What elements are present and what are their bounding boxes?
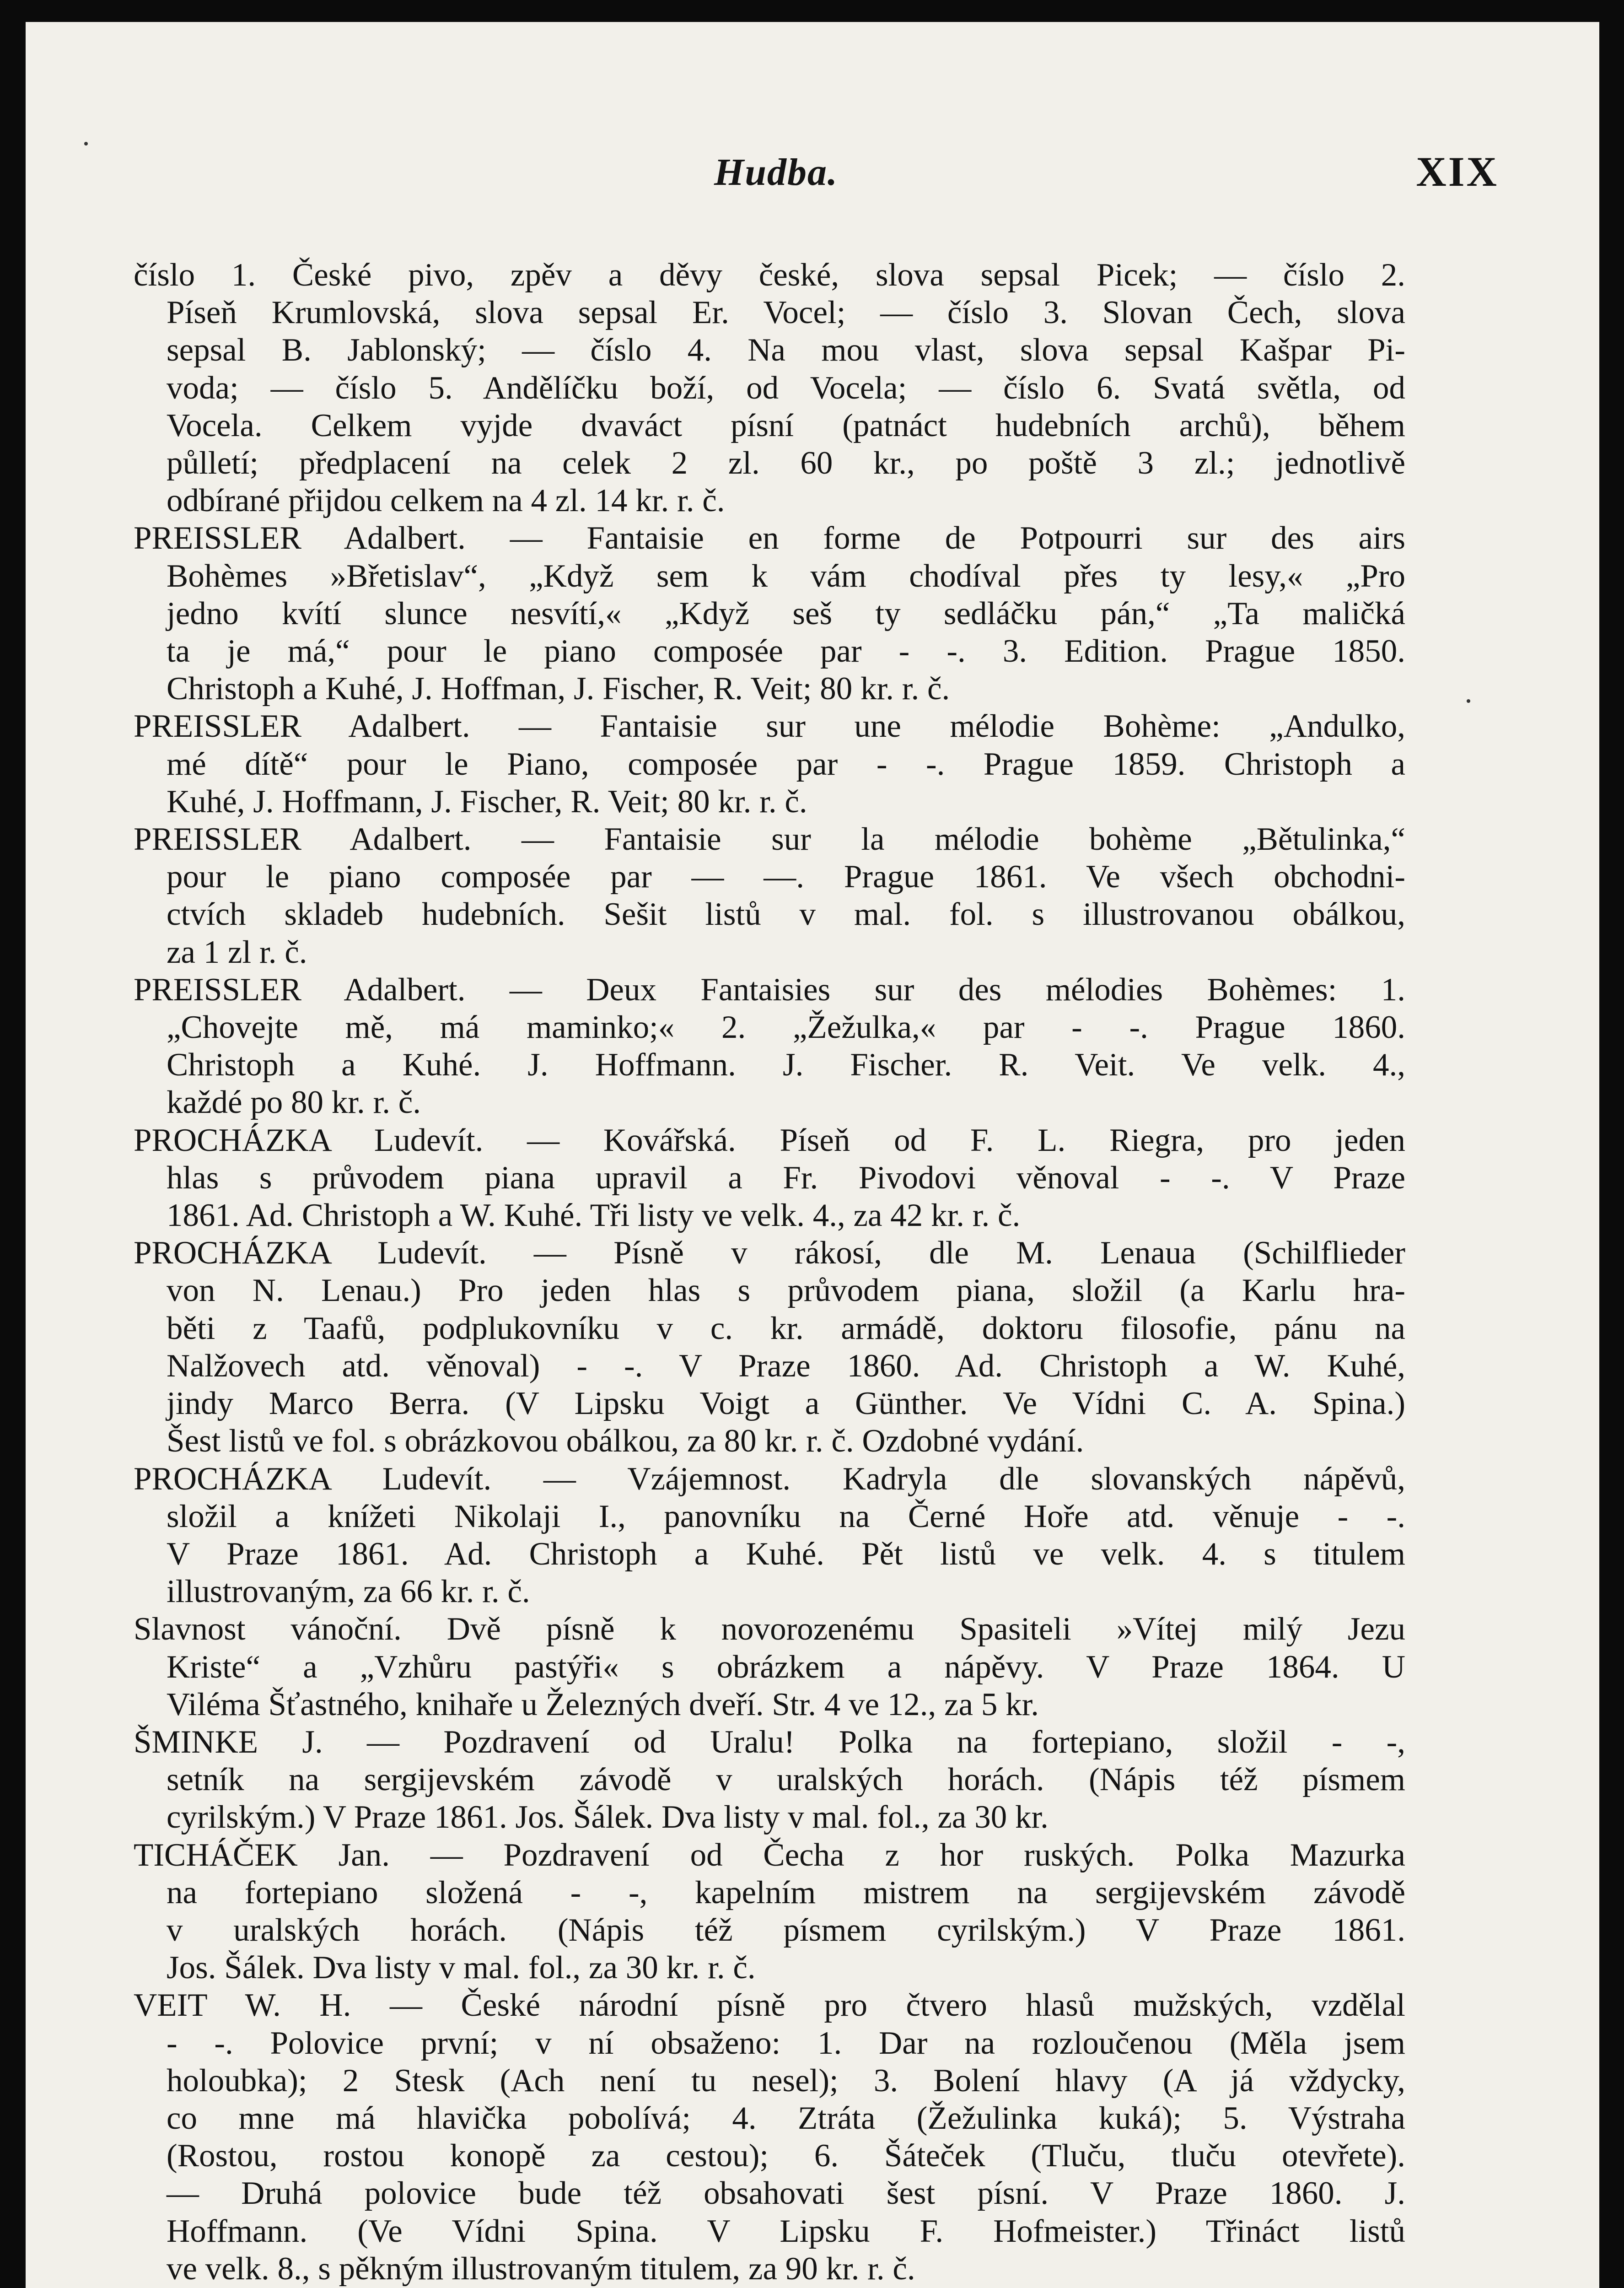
catalog-entry — [134, 1723, 1405, 1836]
entry-heading-line: VEIT W. H. — České národní písně pro čtvero hlasů mužských, vzdělal — [134, 1987, 1405, 2024]
entry-text-line: Viléma Šťastného, knihaře u Železných dveří. Str. 4 ve 12., za 5 kr. — [167, 1686, 1039, 1722]
entry-text-line: co mne má hlavička pobolívá; 4. Ztráta (Žežulinka kuká); 5. Výstraha — [167, 2100, 1405, 2136]
entry-text-line: setník na sergijevském závodě v uralských horách. (Nápis též písmem — [167, 1762, 1405, 1798]
entry-text-line: v uralských horách. (Nápis též písmem cyrilským.) V Praze 1861. — [167, 1912, 1405, 1948]
entry-text-line: holoubka); 2 Stesk (Ach není tu nesel); 3. Bolení hlavy (A já vždycky, — [167, 2062, 1405, 2099]
running-title: Hudba. — [714, 151, 839, 194]
catalog-entry — [134, 1836, 1405, 1987]
catalog-entry — [134, 256, 1405, 519]
catalog-entry — [134, 1610, 1405, 1723]
entry-text-line: půlletí; předplacení na celek 2 zl. 60 kr., po poště 3 zl.; jednotlivě — [167, 445, 1405, 481]
entry-text-line: ctvích skladeb hudebních. Sešit listů v mal. fol. s illustrovanou obálkou, — [167, 896, 1405, 933]
entry-text-line: běti z Taafů, podplukovníku v c. kr. armádě, doktoru filosofie, pánu na — [167, 1310, 1405, 1346]
entry-text-line: von N. Lenau.) Pro jeden hlas s průvodem piana, složil (a Karlu hra- — [167, 1273, 1405, 1309]
print-speck — [84, 142, 88, 146]
print-speck — [1467, 699, 1470, 703]
entry-text-line: Jos. Šálek. Dva listy v mal. fol., za 30 kr. r. č. — [167, 1950, 756, 1986]
book-page — [26, 22, 1599, 2288]
entry-text-line: pour le piano composée par — —. Prague 1861. Ve všech obchodni- — [167, 859, 1405, 895]
catalog-text — [134, 256, 1405, 2288]
entry-text-line: Christoph a Kuhé. J. Hoffmann. J. Fischer. R. Veit. Ve velk. 4., — [167, 1047, 1405, 1083]
entry-heading-line: PROCHÁZKA Ludevít. — Písně v rákosí, dle M. Lenaua (Schilflieder — [134, 1235, 1405, 1271]
catalog-entry — [134, 820, 1405, 971]
catalog-entry — [134, 1122, 1405, 1235]
entry-text-line: Nalžovech atd. věnoval) - -. V Praze 1860. Ad. Christoph a W. Kuhé, — [167, 1348, 1405, 1384]
entry-text-line: jedno kvítí slunce nesvítí,« „Když seš ty sedláčku pán,“ „Ta maličká — [167, 595, 1405, 631]
entry-text-line: Šest listů ve fol. s obrázkovou obálkou, za 80 kr. r. č. Ozdobné vydání. — [167, 1423, 1084, 1459]
entry-heading-line: PREISSLER Adalbert. — Fantaisie sur la mélodie bohème „Bětulinka,“ — [134, 821, 1405, 858]
entry-text-line: ta je má,“ pour le piano composée par - -. 3. Edition. Prague 1850. — [167, 633, 1405, 669]
entry-heading-line: číslo 1. České pivo, zpěv a děvy české, slova sepsal Picek; — číslo 2. — [134, 257, 1405, 293]
entry-text-line: složil a knížeti Nikolaji I., panovníku na Černé Hoře atd. věnuje - -. — [167, 1498, 1405, 1534]
page-header — [26, 150, 1599, 205]
entry-text-line: Hoffmann. (Ve Vídni Spina. V Lipsku F. Hofmeister.) Třináct listů — [167, 2213, 1405, 2249]
entry-heading-line: ŠMINKE J. — Pozdravení od Uralu! Polka na fortepiano, složil - -, — [134, 1724, 1405, 1760]
entry-text-line: sepsal B. Jablonský; — číslo 4. Na mou vlast, slova sepsal Kašpar Pi- — [167, 332, 1405, 368]
entry-text-line: illustrovaným, za 66 kr. r. č. — [167, 1574, 530, 1610]
entry-text-line: V Praze 1861. Ad. Christoph a Kuhé. Pět listů ve velk. 4. s titulem — [167, 1536, 1405, 1572]
entry-text-line: cyrilským.) V Praze 1861. Jos. Šálek. Dva listy v mal. fol., za 30 kr. — [167, 1799, 1049, 1835]
catalog-entry — [134, 971, 1405, 1122]
entry-heading-line: Slavnost vánoční. Dvě písně k novorozenému Spasiteli »Vítej milý Jezu — [134, 1611, 1405, 1647]
catalog-entry — [134, 1460, 1405, 1611]
entry-heading-line: PREISSLER Adalbert. — Deux Fantaisies sur des mélodies Bohèmes: 1. — [134, 971, 1405, 1008]
entry-text-line: ve velk. 8., s pěkným illustrovaným titulem, za 90 kr. r. č. — [167, 2250, 915, 2287]
catalog-entry — [134, 519, 1405, 707]
entry-text-line: voda; — číslo 5. Andělíčku boží, od Vocela; — číslo 6. Svatá světla, od — [167, 370, 1405, 406]
entry-text-line: jindy Marco Berra. (V Lipsku Voigt a Günther. Ve Vídni C. A. Spina.) — [167, 1386, 1405, 1422]
entry-text-line: Bohèmes »Břetislav“, „Když sem k vám chodíval přes ty lesy,« „Pro — [167, 558, 1405, 594]
catalog-entry — [134, 707, 1405, 820]
entry-text-line: (Rostou, rostou konopě za cestou); 6. Šáteček (Tluču, tluču otevřete). — [167, 2138, 1405, 2174]
entry-text-line: „Chovejte mě, má maminko;« 2. „Žežulka,« par - -. Prague 1860. — [167, 1009, 1405, 1046]
entry-heading-line: PREISSLER Adalbert. — Fantaisie sur une mélodie Bohème: „Andulko, — [134, 708, 1405, 745]
entry-text-line: za 1 zl r. č. — [167, 934, 307, 970]
entry-heading-line: PROCHÁZKA Ludevít. — Kovářská. Píseň od F. L. Riegra, pro jeden — [134, 1122, 1405, 1158]
catalog-entry — [134, 1986, 1405, 2288]
entry-text-line: hlas s průvodem piana upravil a Fr. Pivodovi věnoval - -. V Praze — [167, 1160, 1405, 1196]
entry-text-line: každé po 80 kr. r. č. — [167, 1085, 421, 1121]
entry-text-line: Píseň Krumlovská, slova sepsal Er. Vocel; — číslo 3. Slovan Čech, slova — [167, 295, 1405, 331]
entry-heading-line: PREISSLER Adalbert. — Fantaisie en forme de Potpourri sur des airs — [134, 520, 1405, 556]
entry-text-line: Kuhé, J. Hoffmann, J. Fischer, R. Veit; 80 kr. r. č. — [167, 783, 807, 820]
entry-heading-line: PROCHÁZKA Ludevít. — Vzájemnost. Kadryla dle slovanských nápěvů, — [134, 1461, 1405, 1497]
entry-text-line: — Druhá polovice bude též obsahovati šest písní. V Praze 1860. J. — [167, 2175, 1405, 2212]
entry-text-line: Vocela. Celkem vyjde dvaváct písní (patnáct hudebních archů), během — [167, 407, 1405, 443]
entry-text-line: 1861. Ad. Christoph a W. Kuhé. Tři listy ve velk. 4., za 42 kr. r. č. — [167, 1198, 1021, 1234]
entry-text-line: mé dítě“ pour le Piano, composée par - -. Prague 1859. Christoph a — [167, 746, 1405, 782]
page-number: XIX — [1416, 148, 1499, 195]
entry-text-line: na fortepiano složená - -, kapelním mistrem na sergijevském závodě — [167, 1874, 1405, 1910]
entry-text-line: Christoph a Kuhé, J. Hoffman, J. Fischer, R. Veit; 80 kr. r. č. — [167, 671, 950, 707]
entry-heading-line: TICHÁČEK Jan. — Pozdravení od Čecha z hor ruských. Polka Mazurka — [134, 1837, 1405, 1873]
entry-text-line: Kriste“ a „Vzhůru pastýři« s obrázkem a nápěvy. V Praze 1864. U — [167, 1649, 1405, 1685]
catalog-entry — [134, 1234, 1405, 1460]
entry-text-line: - -. Polovice první; v ní obsaženo: 1. Dar na rozloučenou (Měla jsem — [167, 2025, 1405, 2061]
entry-text-line: odbírané přijdou celkem na 4 zl. 14 kr. r. č. — [167, 483, 725, 519]
